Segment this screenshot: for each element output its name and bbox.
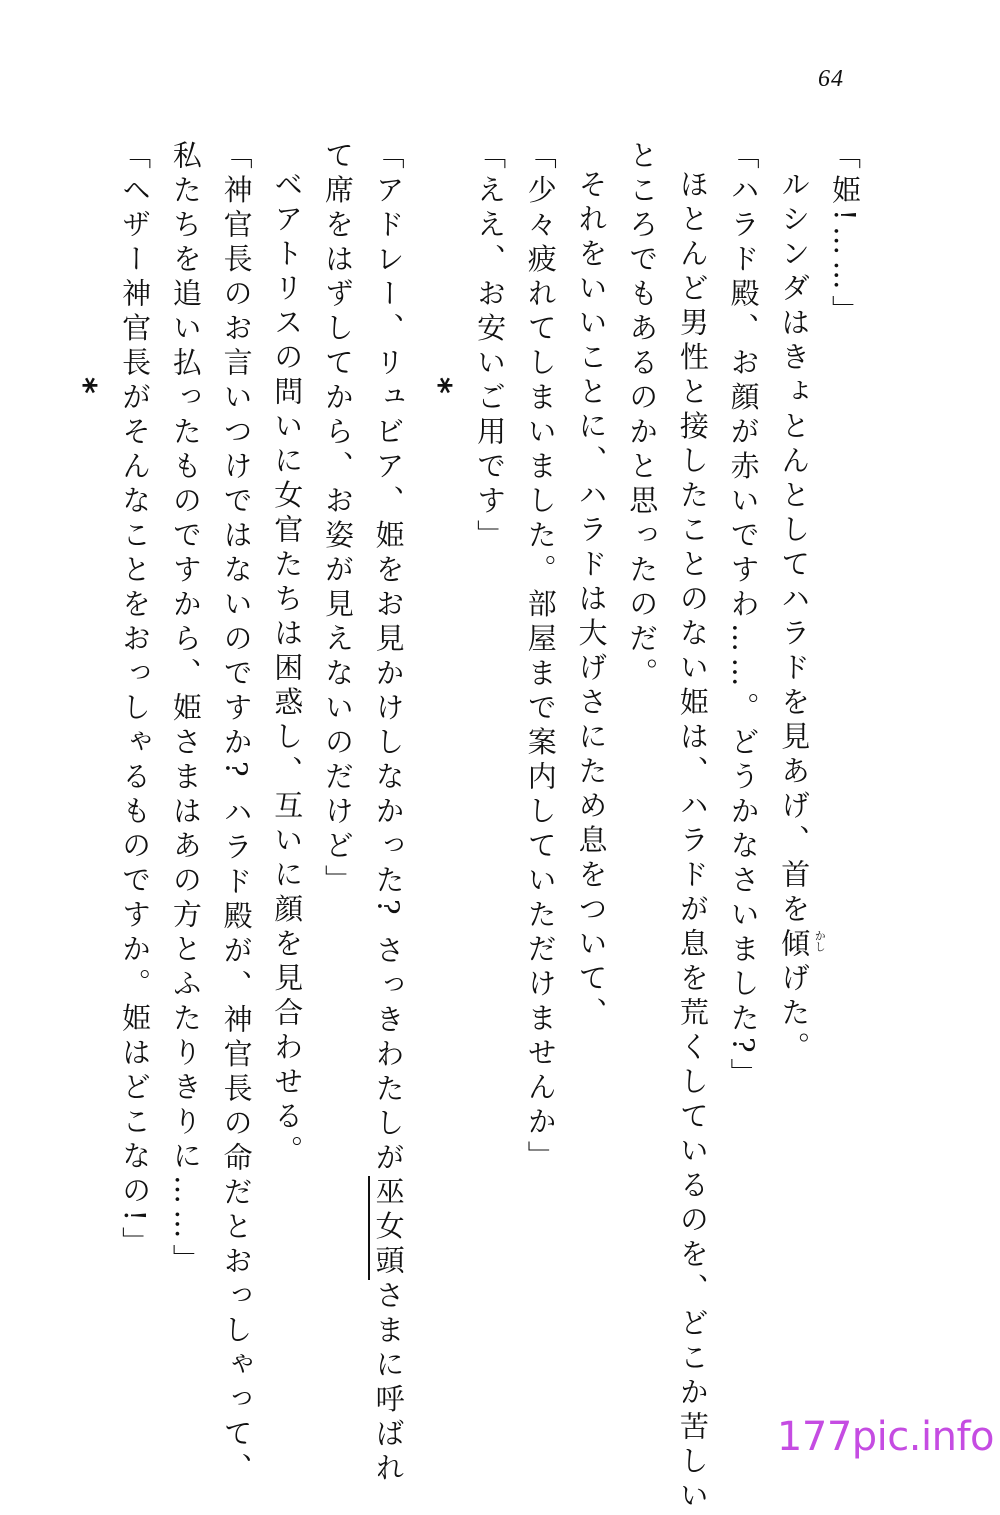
text-line: 「姫!……」	[828, 140, 862, 330]
text-line: 「ええ、お安いご用です」	[473, 140, 508, 554]
text-line: それをいいことに、ハラドは大げさにため息をついて、	[574, 169, 609, 1032]
text-line: ほとんど男性と接したことのない姫は、ハラドが息を荒くしているのを、どこか苦しい	[675, 169, 710, 1515]
section-break: *	[65, 376, 104, 400]
text-line: 「神官長のお言いつけではないのですか? ハラド殿が、神官長の命だとおっしゃって、	[219, 140, 254, 1487]
emphasized-term: 巫女頭	[368, 1176, 406, 1280]
ruby-reading: かし	[813, 930, 827, 952]
page-number: 64	[818, 66, 844, 92]
text-line: 「ヘザー神官長がそんなことをおっしゃるものですか。姫はどこなの!」	[118, 140, 153, 1262]
text-line: 「ハラド殿、お顔が赤いですわ……。どうかなさいました?」	[726, 140, 761, 1093]
text-line: ところでもあるのかと思ったのだ。	[625, 140, 660, 692]
text-line: ルシンダはきょとんとしてハラドを見あげ、首を傾 かし げた。	[777, 169, 827, 1066]
ruby-base: 傾 かし	[777, 928, 827, 963]
section-break: *	[420, 376, 459, 400]
text-line: て席をはずしてから、お姿が見えないのだけど」	[320, 140, 355, 899]
text-line: 私たちを追い払ったものですから、姫さまはあの方とふたりきりに……」	[168, 140, 203, 1279]
vertical-text-body	[65, 140, 870, 1515]
text-line: ベアトリスの問いに女官たちは困惑し、互いに顔を見合わせる。	[270, 169, 305, 1170]
text-line: 「アドレー、リュビア、姫をお見かけしなかった? さっきわたしが巫女頭さまに呼ばれ	[363, 140, 414, 1430]
site-watermark: 177pic.info	[776, 1414, 994, 1460]
text-line: 「少々疲れてしまいました。部屋まで案内していただけませんか」	[523, 140, 558, 1175]
